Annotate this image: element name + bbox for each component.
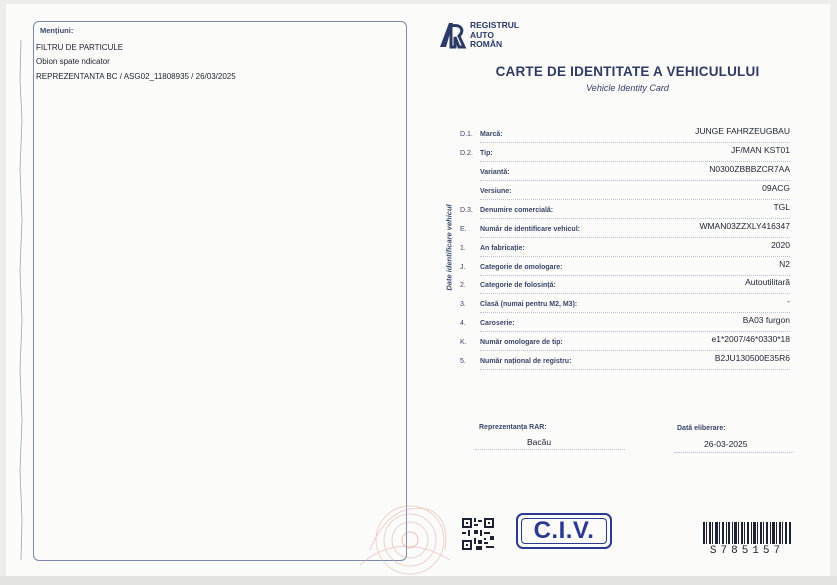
representative-label: Reprezentanța RAR: (479, 424, 547, 431)
field-label: Versiune: (480, 188, 512, 195)
field-value: JF/MAN KST01 (730, 145, 790, 155)
field-code: E. (460, 226, 467, 233)
field-code: 2. (460, 282, 466, 289)
field-code: 1. (460, 245, 466, 252)
field-row-numar-registru (460, 353, 790, 372)
issue-date-value: 26-03-2025 (704, 439, 748, 449)
field-row-omologare-tip (460, 334, 790, 353)
field-row-varianta (460, 164, 790, 183)
field-label: Variantă: (480, 169, 510, 176)
field-value: WMAN03ZZXLY416347 (699, 221, 790, 231)
rar-logo-icon (437, 20, 467, 50)
qr-code-icon (462, 518, 494, 550)
field-value: 2020 (771, 240, 790, 250)
civ-badge (516, 513, 612, 549)
document-title: CARTE DE IDENTITATE A VEHICULULUI (495, 64, 760, 79)
field-code: K. (460, 339, 467, 346)
field-underline (480, 293, 790, 294)
field-value: TGL (773, 202, 790, 212)
field-label: Categorie de folosință: (480, 282, 556, 289)
barcode-number: S785157 (709, 545, 785, 557)
barcode-icon (703, 522, 791, 544)
field-value: N2 (779, 259, 790, 269)
field-underline (480, 312, 790, 313)
field-row-an-fabricatie (460, 240, 790, 259)
issue-date-underline (674, 452, 794, 453)
field-row-clasa (460, 296, 790, 315)
field-row-marca (460, 126, 790, 145)
field-label: Tip: (480, 150, 493, 157)
field-label: An fabricație: (480, 245, 525, 252)
field-label: Caroserie: (480, 320, 515, 327)
field-code: D.3. (460, 207, 473, 214)
field-row-vin (460, 221, 790, 240)
field-underline (480, 369, 790, 370)
field-code: 5. (460, 358, 466, 365)
field-underline (480, 161, 790, 162)
perforation-edge-icon (18, 40, 24, 560)
field-label: Clasă (numai pentru M2, M3): (480, 301, 578, 308)
field-code: D.2. (460, 150, 473, 157)
issue-date-label: Dată eliberare: (677, 425, 726, 432)
representative-value: Bacău (527, 437, 552, 447)
logo-text (470, 21, 519, 50)
field-value: BA03 furgon (742, 315, 790, 325)
logo-line: ROMÂN (470, 39, 503, 49)
side-label: Date identificare vehicul (444, 204, 454, 291)
mention-line: Obion spate ndicator (36, 57, 110, 66)
field-label: Număr național de registru: (480, 358, 572, 365)
security-stamp-icon (350, 480, 460, 576)
field-value: N0300ZBBBZCR7AA (709, 164, 790, 174)
field-underline (480, 237, 790, 238)
logo-line: REGISTRUL (470, 20, 520, 30)
field-value: B2JU130500E35R6 (714, 353, 790, 363)
mention-line: REPREZENTANTA BC / ASG02_11808935 / 26/03/2025 (36, 72, 236, 81)
logo-line: AUTO (470, 29, 494, 40)
field-label: Marcă: (480, 131, 503, 138)
civ-badge-text: C.I.V. (521, 518, 607, 544)
scan-bottom-edge (0, 576, 837, 585)
field-label: Număr de identificare vehicul: (480, 226, 580, 233)
field-value: 09ACG (762, 183, 790, 193)
field-row-categorie-omologare (460, 259, 790, 278)
field-code: D.1. (460, 131, 473, 138)
field-label: Denumire comercială: (480, 207, 554, 214)
field-value: e1*2007/46*0330*18 (711, 334, 790, 344)
field-value: JUNGE FAHRZEUGBAU (695, 126, 790, 136)
field-value: - (787, 296, 790, 306)
field-underline (480, 331, 790, 332)
field-label: Număr omologare de tip: (480, 339, 563, 346)
mentions-title: Mențiuni: (40, 26, 74, 35)
field-underline (480, 275, 790, 276)
field-row-tip (460, 145, 790, 164)
field-code: J. (460, 264, 466, 271)
field-underline (480, 142, 790, 143)
field-underline (480, 180, 790, 181)
field-underline (480, 199, 790, 200)
field-underline (480, 218, 790, 219)
field-underline (480, 350, 790, 351)
field-underline (480, 256, 790, 257)
field-row-denumire (460, 202, 790, 221)
representative-underline (475, 449, 625, 450)
field-value: Autoutilitară (745, 277, 790, 287)
field-code: 3. (460, 301, 466, 308)
document-subtitle: Vehicle Identity Card (586, 83, 669, 93)
field-row-caroserie (460, 315, 790, 334)
field-row-versiune (460, 183, 790, 202)
field-code: 4. (460, 320, 466, 327)
field-label: Categorie de omologare: (480, 264, 563, 271)
mention-line: FILTRU DE PARTICULE (36, 43, 124, 52)
field-row-categorie-folosinta (460, 277, 790, 296)
